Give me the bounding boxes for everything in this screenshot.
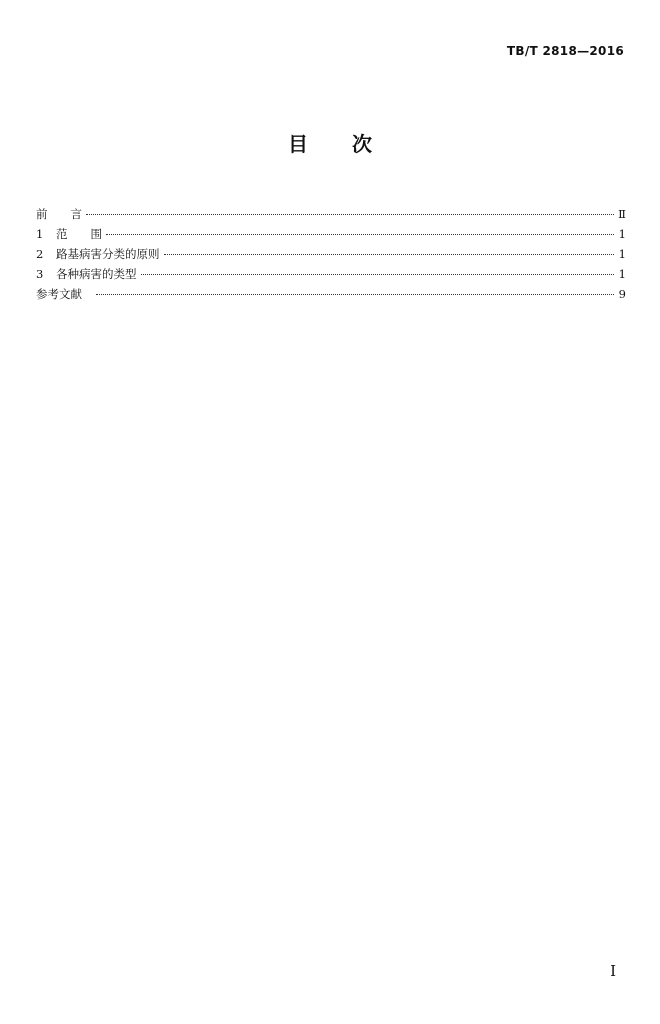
toc-dot-leader <box>96 294 614 295</box>
toc-dot-leader <box>86 214 614 215</box>
toc-entry-scope[interactable] <box>36 224 626 244</box>
toc-entry-classification-principles[interactable] <box>36 244 626 264</box>
toc-title <box>0 128 660 157</box>
toc-entry-page: 1 <box>618 267 626 281</box>
standard-code: TB/T 2818—2016 <box>506 44 624 58</box>
toc-entry-number: 2 <box>36 247 44 261</box>
toc-entry-page: 9 <box>618 287 626 301</box>
toc-entry-label: 前 言 <box>36 207 82 221</box>
toc-entry-label: 参考文献 <box>36 287 82 301</box>
toc-title-char-1: 目 <box>288 132 308 156</box>
toc-entry-references[interactable] <box>36 284 626 304</box>
toc-dot-leader <box>164 254 615 255</box>
toc-dot-leader <box>106 234 614 235</box>
toc-entry-number: 1 <box>36 227 44 241</box>
toc-entry-number: 3 <box>36 267 44 281</box>
toc-entry-page: Ⅱ <box>618 207 626 221</box>
toc-entry-label: 范 围 <box>56 227 102 241</box>
toc-dot-leader <box>141 274 615 275</box>
toc-entry-page: 1 <box>618 247 626 261</box>
toc-entry-disease-types[interactable] <box>36 264 626 284</box>
toc-list <box>36 204 626 304</box>
page-number: I <box>610 962 616 980</box>
toc-entry-label: 各种病害的类型 <box>56 267 137 281</box>
toc-entry-page: 1 <box>618 227 626 241</box>
toc-entry-foreword[interactable] <box>36 204 626 224</box>
toc-title-char-2: 次 <box>352 132 372 156</box>
toc-entry-label: 路基病害分类的原则 <box>56 247 160 261</box>
